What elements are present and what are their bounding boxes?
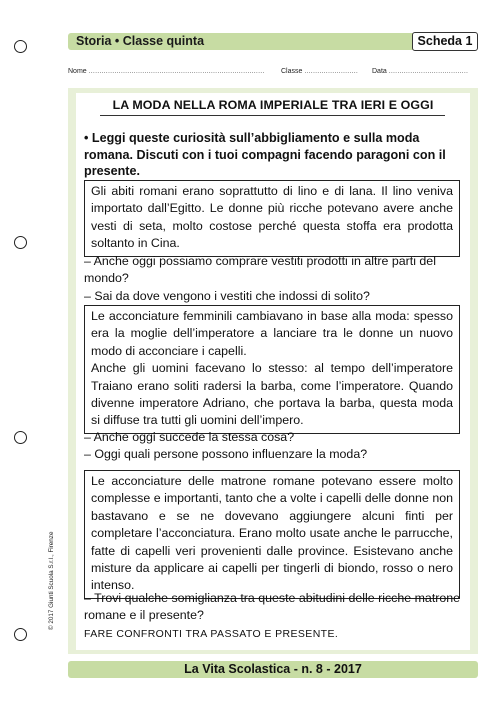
- copyright-notice: © 2017 Giunti Scuola S.r.l., Firenze: [48, 531, 55, 630]
- binder-hole: [14, 628, 27, 641]
- hairstyles-paragraph: Le acconciature femminili cambiavano in base alla moda: spesso era la moglie dell’imperatore a lanciare tra le donne un nuovo modo di acconciare i capelli.: [91, 309, 453, 358]
- date-field[interactable]: .....................................: [388, 68, 469, 75]
- question-item: – Anche oggi possiamo comprare vestiti prodotti in altre parti del mondo?: [84, 254, 436, 286]
- questions-group-2: [84, 429, 462, 464]
- binder-hole: [14, 431, 27, 444]
- questions-group-1: [84, 253, 462, 305]
- name-label: Nome: [68, 68, 87, 75]
- header-bar: [68, 33, 478, 50]
- beard-paragraph: Anche gli uomini facevano lo stesso: al tempo dell’imperatore Traiano erano soliti radersi la barba, come l’imperatore. Quando divenne imperatore Adriano, che portava la barba, questa moda si diffuse tra tutti gli uomini dell’impero.: [91, 361, 453, 428]
- text-box-matrons: [84, 470, 460, 599]
- matrons-text: Le acconciature delle matrone romane potevano essere molto complesse e importanti, tanto che a volte i capelli delle donne non bastavano e se ne dovevano aggiungere alcuni finti per completare l’acconciatura. Erano molto usate anche le parrucche, fatte di capelli veri provenienti dalle province. Esistevano anche misture da applicare ai capelli per tingerli di biondo, rosso o nero intenso.: [91, 474, 453, 593]
- intro-instruction: • Leggi queste curiosità sull’abbigliamento e sulla moda romana. Discuti con i tuoi compagni facendo paragoni con il presente.: [84, 131, 446, 178]
- title-underline: [100, 115, 445, 116]
- text-box-hairstyles: [84, 305, 460, 434]
- final-instruction: FARE CONFRONTI TRA PASSATO E PRESENTE.: [84, 628, 339, 640]
- question-item: – Oggi quali persone possono influenzare la moda?: [84, 447, 368, 462]
- binder-hole: [14, 236, 27, 249]
- name-field[interactable]: ..................................................................................: [88, 68, 265, 75]
- sheet-number: Scheda 1: [412, 32, 478, 51]
- fabrics-text: Gli abiti romani erano soprattutto di lino e di lana. Il lino veniva importato dall’Egitto. Le donne più ricche potevano avere anche vesti di seta, molto costose perché questa stoffa era prodotta soltanto in Cina.: [91, 184, 453, 251]
- student-info-line: [68, 68, 265, 75]
- question-item: – Trovi qualche somiglianza tra queste abitudini delle ricche matrone romane e il presente?: [84, 591, 461, 623]
- question-item: – Anche oggi succede la stessa cosa?: [84, 430, 295, 444]
- binder-hole: [14, 40, 27, 53]
- question-item: – Sai da dove vengono i vestiti che indossi di solito?: [84, 288, 370, 303]
- footer-bar: La Vita Scolastica - n. 8 - 2017: [68, 661, 478, 678]
- text-box-fabrics: [84, 180, 460, 257]
- date-label: Data: [372, 68, 387, 75]
- class-field[interactable]: .........................: [304, 68, 358, 75]
- questions-group-3: [84, 590, 462, 625]
- page-title: LA MODA NELLA ROMA IMPERIALE TRA IERI E OGGI: [112, 98, 434, 112]
- class-label: Classe: [281, 68, 303, 75]
- class-info: [281, 68, 358, 75]
- subject-label: Storia • Classe quinta: [76, 34, 205, 48]
- date-info: [372, 68, 468, 75]
